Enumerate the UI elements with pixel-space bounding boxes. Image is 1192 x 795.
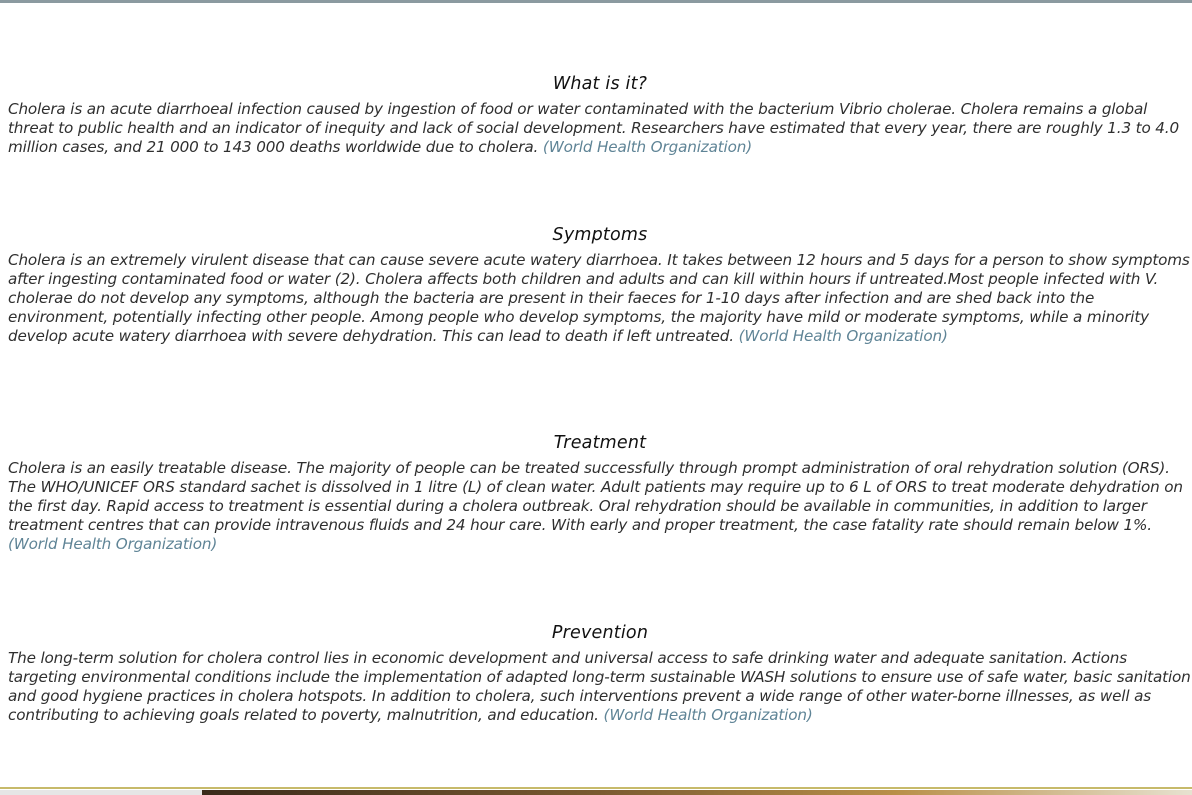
section-prevention (8, 621, 1192, 725)
section-symptoms (8, 223, 1192, 346)
source-link-who[interactable]: (World Health Organization) (8, 535, 218, 553)
section-body (8, 649, 1192, 725)
source-link-who[interactable]: (World Health Organization) (738, 327, 948, 345)
footer-rule (0, 787, 1192, 789)
footer-image-edge (202, 790, 1192, 795)
section-heading: What is it? (552, 74, 648, 94)
section-treatment (8, 431, 1192, 554)
section-text: Cholera is an acute diarrhoeal infection caused by ingestion of food or water contaminated with the bacterium Vibrio cholerae. Cholera remains a global threat to public health and an indicator of inequity and lack of social development. Researchers have estimated that every year, there are roughly 1.3 to 4.0 million cases, and 21 000 to 143 000 deaths worldwide due to cholera. (8, 100, 1179, 156)
top-divider (0, 0, 1192, 3)
section-text: Cholera is an easily treatable disease. The majority of people can be treated successfully through prompt administration of oral rehydration solution (ORS). The WHO/UNICEF ORS standard sachet is dissolved in 1 litre (L) of clean water. Adult patients may require up to 6 L of ORS to treat moderate dehydration on the first day. Rapid access to treatment is essential during a cholera outbreak. Oral rehydration should be available in communities, in addition to larger treatment centres that can provide intravenous fluids and 24 hour care. With early and proper treatment, the case fatality rate should remain below 1%. (8, 459, 1183, 534)
section-body (8, 100, 1192, 157)
source-link-who[interactable]: (World Health Organization) (603, 706, 813, 724)
section-heading: Prevention (551, 623, 649, 643)
section-heading: Treatment (553, 433, 647, 453)
section-body (8, 251, 1192, 346)
section-text: The long-term solution for cholera control lies in economic development and universal access to safe drinking water and adequate sanitation. Actions targeting environmental conditions include the implementation of adapted long-term sustainable WASH solutions to ensure use of safe water, basic sanitation and good hygiene practices in cholera hotspots. In addition to cholera, such interventions prevent a wide range of other water-borne illnesses, as well as contributing to achieving goals related to poverty, malnutrition, and education. (8, 649, 1191, 724)
section-what-is-it (8, 72, 1192, 157)
section-text: Cholera is an extremely virulent disease that can cause severe acute watery diarrhoea. It takes between 12 hours and 5 days for a person to show symptoms after ingesting contaminated food or water (2). Cholera affects both children and adults and can kill within hours if untreated.Most people infected with V. cholerae do not develop any symptoms, although the bacteria are present in their faeces for 1-10 days after infection and are shed back into the environment, potentially infecting other people. Among people who develop symptoms, the majority have mild or moderate symptoms, while a minority develop acute watery diarrhoea with severe dehydration. This can lead to death if left untreated. (8, 251, 1190, 345)
section-body (8, 459, 1192, 554)
footer-edge (0, 787, 1192, 795)
section-heading: Symptoms (552, 225, 648, 245)
source-link-who[interactable]: (World Health Organization) (542, 138, 753, 156)
